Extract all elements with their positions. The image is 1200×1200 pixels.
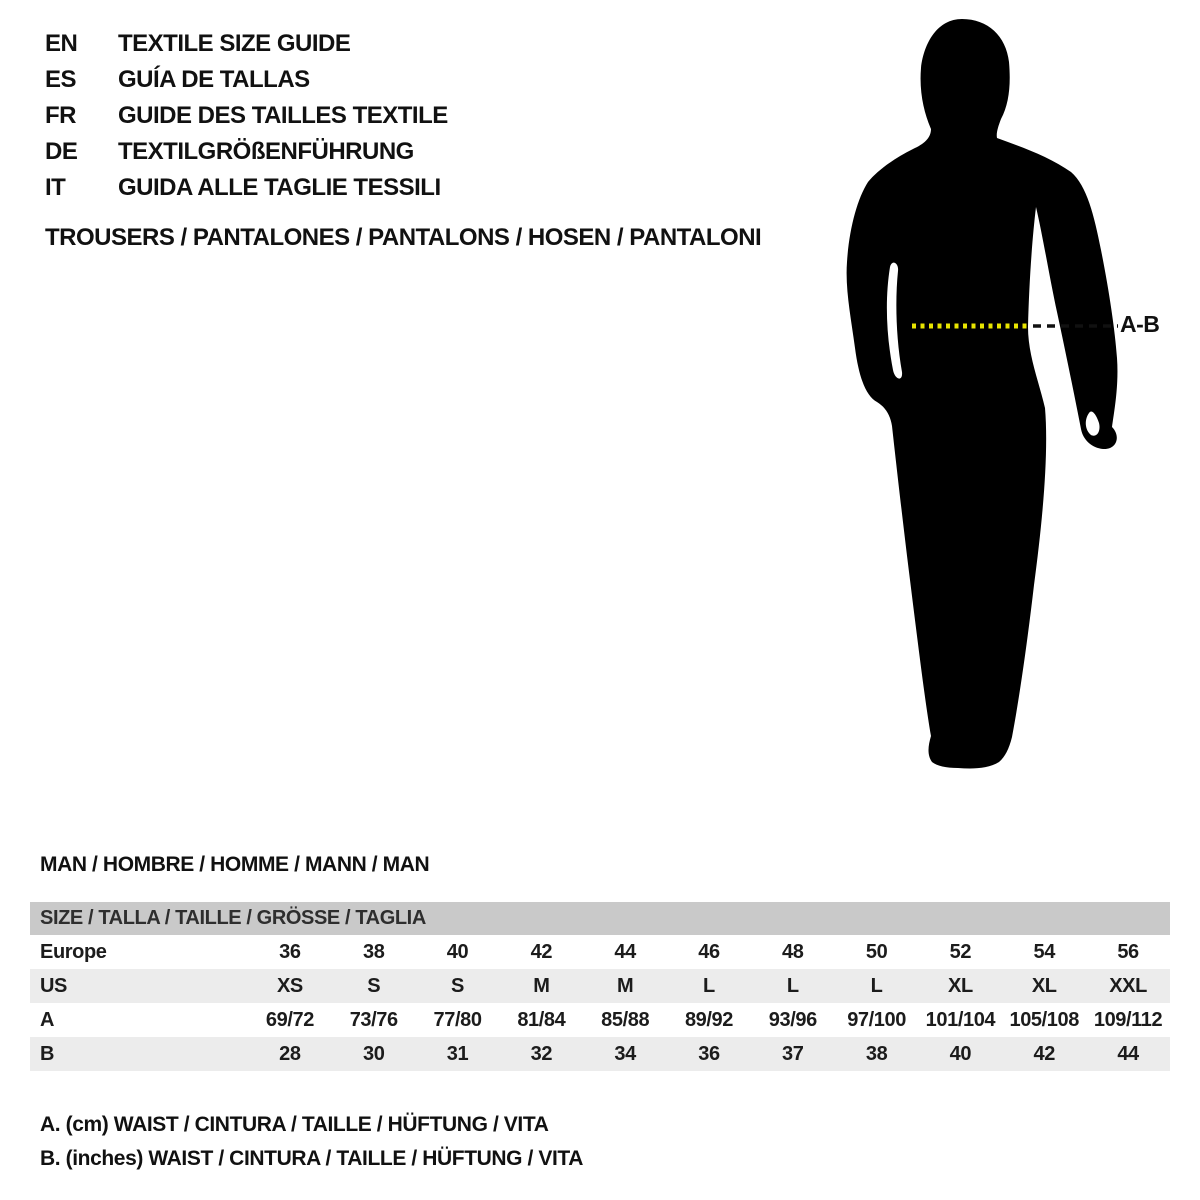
- size-cell: M: [617, 975, 634, 997]
- size-cell: 85/88: [601, 1009, 650, 1031]
- size-cell: 40: [446, 941, 469, 963]
- size-cell: 42: [1033, 1043, 1055, 1065]
- size-table-row-europe: [30, 935, 1170, 969]
- language-row-it: [45, 170, 448, 206]
- size-table: [30, 902, 1170, 1071]
- size-cell: XS: [276, 975, 303, 997]
- size-cell: XL: [1031, 975, 1057, 997]
- language-row-es: [45, 62, 448, 98]
- section-heading-man: MAN / HOMBRE / HOMME / MANN / MAN: [40, 853, 430, 876]
- size-cell: 50: [865, 941, 888, 963]
- size-cell: XXL: [1109, 975, 1147, 997]
- size-cell: L: [703, 975, 715, 997]
- size-cell: 32: [530, 1043, 553, 1065]
- size-cell: 54: [1033, 941, 1055, 963]
- size-cell: 52: [949, 941, 972, 963]
- size-table-header: SIZE / TALLA / TAILLE / GRÖSSE / TAGLIA: [30, 902, 1170, 935]
- language-code: IT: [45, 174, 66, 201]
- size-cell: 97/100: [847, 1009, 906, 1031]
- size-cell: 28: [279, 1043, 301, 1065]
- size-cell: 81/84: [517, 1009, 566, 1031]
- measurement-notes: [40, 1108, 583, 1176]
- size-cell: 44: [614, 941, 636, 963]
- size-cell: 36: [698, 1043, 720, 1065]
- language-row-fr: [45, 98, 448, 134]
- man-silhouette-svg: [840, 15, 1140, 775]
- size-cell: 89/92: [684, 1009, 733, 1031]
- note-b-inches: B. (inches) WAIST / CINTURA / TAILLE / HÜFTUNG / VITA: [40, 1147, 584, 1170]
- man-silhouette: [847, 19, 1118, 768]
- language-row-de: [45, 134, 448, 170]
- size-cell: S: [451, 975, 464, 997]
- size-cell: 46: [698, 941, 720, 963]
- size-table-header-row: [30, 902, 1170, 935]
- size-cell: 109/112: [1093, 1009, 1163, 1031]
- size-cell: L: [786, 975, 799, 997]
- size-table-row-a: [30, 1003, 1170, 1037]
- row-label: A: [40, 1009, 55, 1031]
- measure-label-ab: A-B: [1120, 311, 1160, 337]
- size-table-row-b: [30, 1037, 1170, 1071]
- size-cell: 93/96: [768, 1009, 817, 1031]
- size-cell: XL: [948, 975, 973, 997]
- size-cell: 77/80: [433, 1009, 482, 1031]
- language-row-en: [45, 26, 448, 62]
- size-cell: 73/76: [349, 1009, 398, 1031]
- row-label: B: [40, 1043, 55, 1065]
- size-cell: 31: [446, 1043, 469, 1065]
- row-label: Europe: [40, 941, 107, 963]
- size-cell: L: [870, 975, 883, 997]
- language-code: FR: [45, 102, 76, 129]
- language-title: GUIDA ALLE TAGLIE TESSILI: [118, 174, 441, 201]
- product-heading: TROUSERS / PANTALONES / PANTALONS / HOSEN / PANTALONI: [45, 224, 762, 251]
- size-cell: M: [533, 975, 550, 997]
- size-cell: 101/104: [925, 1009, 996, 1031]
- size-cell: 44: [1117, 1043, 1139, 1065]
- size-cell: 48: [782, 941, 804, 963]
- size-cell: 42: [530, 941, 553, 963]
- size-cell: 30: [362, 1043, 385, 1065]
- size-table-row-us: [30, 969, 1170, 1003]
- language-title: TEXTILE SIZE GUIDE: [118, 30, 351, 57]
- size-cell: 105/108: [1009, 1009, 1079, 1031]
- size-cell: 40: [949, 1043, 972, 1065]
- size-cell: 34: [614, 1043, 636, 1065]
- size-cell: 69/72: [265, 1009, 314, 1031]
- row-label: US: [40, 975, 67, 997]
- language-code: EN: [45, 30, 78, 57]
- language-title: GUIDE DES TAILLES TEXTILE: [118, 102, 448, 129]
- size-cell: S: [367, 975, 381, 997]
- size-cell: 37: [782, 1043, 804, 1065]
- language-title: GUÍA DE TALLAS: [118, 66, 310, 93]
- man-silhouette-figure: [840, 15, 1140, 775]
- size-table-body: [30, 902, 1170, 1071]
- size-cell: 38: [865, 1043, 888, 1065]
- language-title: TEXTILGRÖßENFÜHRUNG: [118, 138, 414, 165]
- language-code: ES: [45, 66, 77, 93]
- language-code: DE: [45, 138, 78, 165]
- note-a-cm: A. (cm) WAIST / CINTURA / TAILLE / HÜFTUNG / VITA: [40, 1113, 549, 1136]
- language-list: [45, 26, 448, 206]
- size-cell: 36: [279, 941, 301, 963]
- size-cell: 56: [1117, 941, 1139, 963]
- size-cell: 38: [362, 941, 385, 963]
